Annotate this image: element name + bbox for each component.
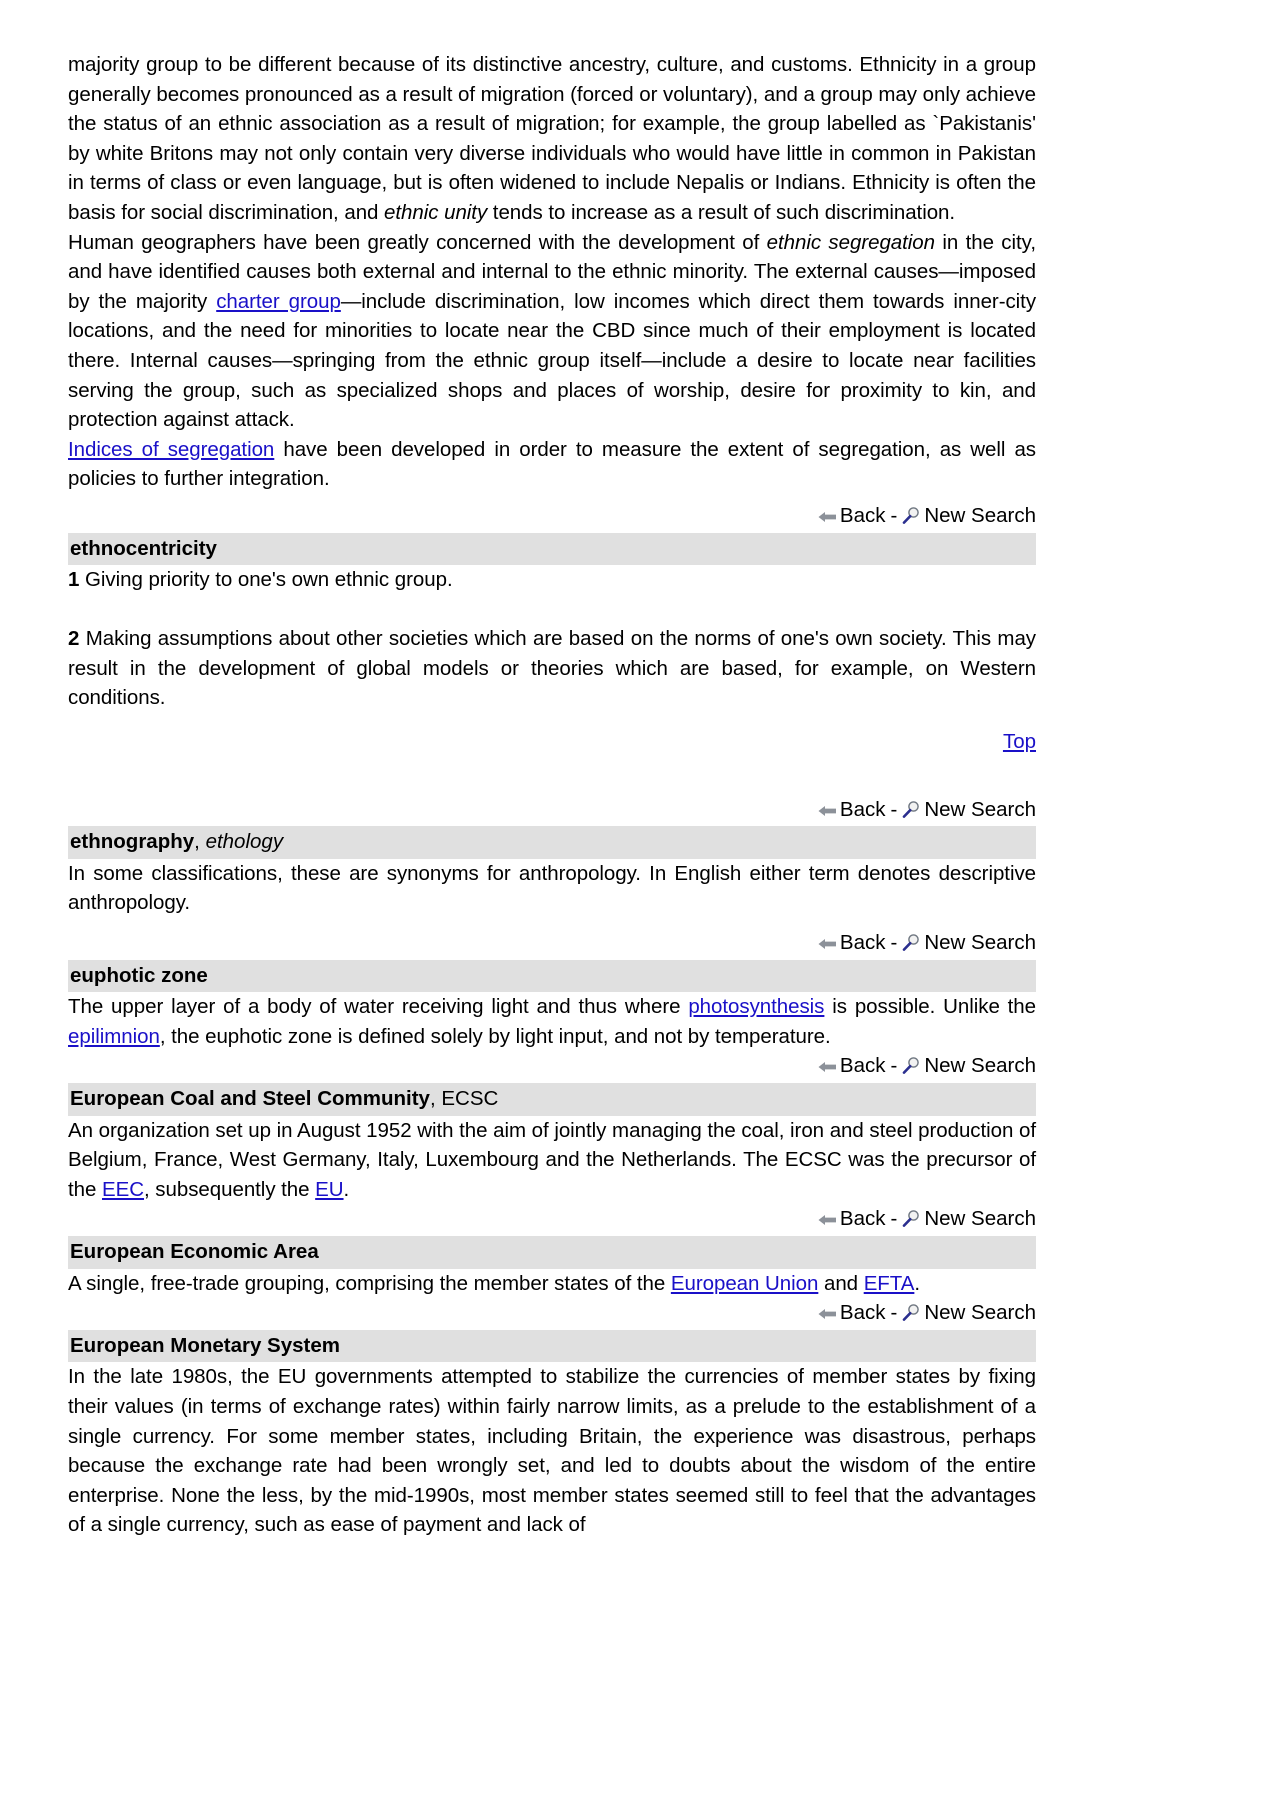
paragraph-ethnicity-continued xyxy=(68,50,1036,228)
body-text: A single, free-trade grouping, comprising the member states of the xyxy=(68,1271,671,1295)
entry-body-euphotic-zone xyxy=(68,992,1036,1051)
back-link[interactable]: Back xyxy=(839,931,886,955)
back-link[interactable]: Back xyxy=(839,1054,886,1078)
entry-header-ethnography xyxy=(68,826,1036,859)
paragraph-text-cont: in the city, and have identified causes both external and internal to the ethnic minority. The external causes—imposed by the majority xyxy=(68,230,1036,313)
page-content xyxy=(68,50,1036,1540)
left-arrow-icon xyxy=(818,1053,837,1083)
entry-header-ethnocentricity xyxy=(68,533,1036,566)
body-text-cont: , subsequently the xyxy=(144,1177,316,1201)
entry-abbreviation: ECSC xyxy=(441,1087,499,1110)
entry-body-ethnography: In some classifications, these are synonyms for anthropology. In English either term denotes descriptive anthropology. xyxy=(68,861,1036,915)
entry-sense-2 xyxy=(68,624,1036,713)
link-charter-group[interactable]: charter group xyxy=(216,289,341,313)
top-link[interactable]: Top xyxy=(1002,730,1036,754)
body-text: An organization set up in August 1952 with the aim of jointly managing the coal, iron and steel production of Belgium, France, West Germany, Italy, Luxembourg and the Netherlands. The ECSC was the precursor of the xyxy=(68,1118,1036,1201)
sense-text: Making assumptions about other societies which are based on the norms of one's own society. This may result in the development of global models or theories which are based, for example, on Western conditions. xyxy=(68,627,1036,710)
link-epilimnion[interactable]: epilimnion xyxy=(68,1024,160,1048)
link-indices-of-segregation[interactable]: Indices of segregation xyxy=(68,437,275,461)
top-link-row xyxy=(68,727,1036,757)
nav-back-new-search xyxy=(68,501,1036,533)
entry-header-european-economic-area xyxy=(68,1236,1036,1269)
paragraph-ethnic-segregation xyxy=(68,228,1036,435)
new-search-link[interactable]: New Search xyxy=(924,931,1036,955)
body-text-cont2: . xyxy=(914,1271,921,1295)
new-search-link[interactable]: New Search xyxy=(924,797,1036,821)
paragraph-text: majority group to be different because of its distinctive ancestry, culture, and customs. Ethnicity in a group generally becomes pronounced as a result of migration (forced or voluntary), and a group may only achieve the status of an ethnic association as a result of migration; for example, the group labelled as `Pakistanis' by white Britons may not only contain very diverse individuals who would have little in common in Pakistan in terms of class or even language, but is often widened to include Nepalis or Indians. Ethnicity is often the basis for social discrimination, and xyxy=(68,53,1036,224)
nav-back-new-search xyxy=(68,1051,1036,1083)
nav-separator: - xyxy=(890,1207,898,1231)
left-arrow-icon xyxy=(818,930,837,960)
magnifier-icon xyxy=(902,1053,921,1083)
entry-body-ems: In the late 1980s, the EU governments attempted to stabilize the currencies of member states by fixing their values (in terms of exchange rates) within fairly narrow limits, as a prelude to the establishment of a single currency. For some member states, including Britain, the experience was disastrous, perhaps because the exchange rate had been wrongly set, and led to doubts about the wisdom of the entire enterprise. None the less, by the mid-1990s, most member states seemed still to feel that the advantages of a single currency, such as ease of payment and lack of xyxy=(68,1365,1036,1537)
paragraph-text: Human geographers have been greatly concerned with the development of xyxy=(68,230,767,254)
magnifier-icon xyxy=(902,503,921,533)
entry-term: euphotic zone xyxy=(70,963,208,987)
back-link[interactable]: Back xyxy=(839,1301,886,1325)
new-search-link[interactable]: New Search xyxy=(924,503,1036,527)
entry-term: ethnography xyxy=(70,830,195,854)
magnifier-icon xyxy=(902,797,921,827)
link-european-union[interactable]: European Union xyxy=(670,1271,819,1295)
entry-alt-term: ethology xyxy=(205,830,284,854)
paragraph-text-cont: tends to increase as a result of such discrimination. xyxy=(487,200,956,224)
link-eu[interactable]: EU xyxy=(315,1177,344,1201)
body-text-cont2: , the euphotic zone is defined solely by light input, and not by temperature. xyxy=(159,1024,831,1048)
entry-body-ecsc xyxy=(68,1116,1036,1205)
new-search-link[interactable]: New Search xyxy=(924,1207,1036,1231)
nav-separator: - xyxy=(890,1301,898,1325)
entry-term-separator: , xyxy=(194,830,206,854)
entry-header-euphotic-zone xyxy=(68,960,1036,993)
magnifier-icon xyxy=(902,1300,921,1330)
body-text-cont2: . xyxy=(343,1177,350,1201)
left-arrow-icon xyxy=(818,1300,837,1330)
entry-sense-1 xyxy=(68,565,1036,595)
nav-separator: - xyxy=(890,797,898,821)
new-search-link[interactable]: New Search xyxy=(924,1301,1036,1325)
body-text: The upper layer of a body of water receiving light and thus where xyxy=(68,995,689,1019)
magnifier-icon xyxy=(902,930,921,960)
nav-back-new-search xyxy=(68,928,1036,960)
sense-text: Giving priority to one's own ethnic group. xyxy=(79,568,453,592)
paragraph-text-cont2: —include discrimination, low incomes which direct them towards inner-city locations, and the need for minorities to locate near the CBD since much of their employment is located there. Internal causes—springing from the ethnic group itself—include a desire to locate near facilities serving the group, such as specialized shops and places of worship, desire for proximity to kin, and protection against attack. xyxy=(68,289,1037,432)
link-efta[interactable]: EFTA xyxy=(863,1271,915,1295)
back-link[interactable]: Back xyxy=(839,797,886,821)
nav-separator: - xyxy=(890,931,898,955)
new-search-link[interactable]: New Search xyxy=(924,1054,1036,1078)
left-arrow-icon xyxy=(818,1206,837,1236)
body-text-cont: is possible. Unlike the xyxy=(824,995,1037,1019)
entry-body-eea xyxy=(68,1269,1036,1299)
entry-term: European Coal and Steel Community xyxy=(70,1087,430,1110)
magnifier-icon xyxy=(902,1206,921,1236)
nav-separator: - xyxy=(890,503,898,527)
paragraph-indices-of-segregation xyxy=(68,435,1036,494)
body-text-cont: and xyxy=(818,1271,864,1295)
entry-term: European Monetary System xyxy=(70,1333,340,1357)
link-photosynthesis[interactable]: photosynthesis xyxy=(688,995,825,1019)
sense-number: 2 xyxy=(68,627,80,651)
nav-separator: - xyxy=(890,1054,898,1078)
left-arrow-icon xyxy=(818,797,837,827)
left-arrow-icon xyxy=(818,503,837,533)
nav-back-new-search xyxy=(68,1298,1036,1330)
nav-back-new-search xyxy=(68,1204,1036,1236)
entry-term: ethnocentricity xyxy=(70,536,217,560)
nav-back-new-search xyxy=(68,795,1036,827)
entry-term: European Economic Area xyxy=(70,1239,319,1263)
entry-term-separator: , xyxy=(429,1087,442,1110)
link-eec[interactable]: EEC xyxy=(102,1177,145,1201)
entry-header-european-coal-and-steel-community xyxy=(68,1083,1036,1116)
back-link[interactable]: Back xyxy=(839,503,886,527)
italic-term-ethnic-unity: ethnic unity xyxy=(384,200,488,224)
paragraph-text: have been developed in order to measure the extent of segregation, as well as policies to further integration. xyxy=(68,437,1037,491)
entry-header-european-monetary-system xyxy=(68,1330,1036,1363)
sense-number: 1 xyxy=(68,568,80,592)
back-link[interactable]: Back xyxy=(839,1207,886,1231)
italic-term-ethnic-segregation: ethnic segregation xyxy=(766,230,935,254)
